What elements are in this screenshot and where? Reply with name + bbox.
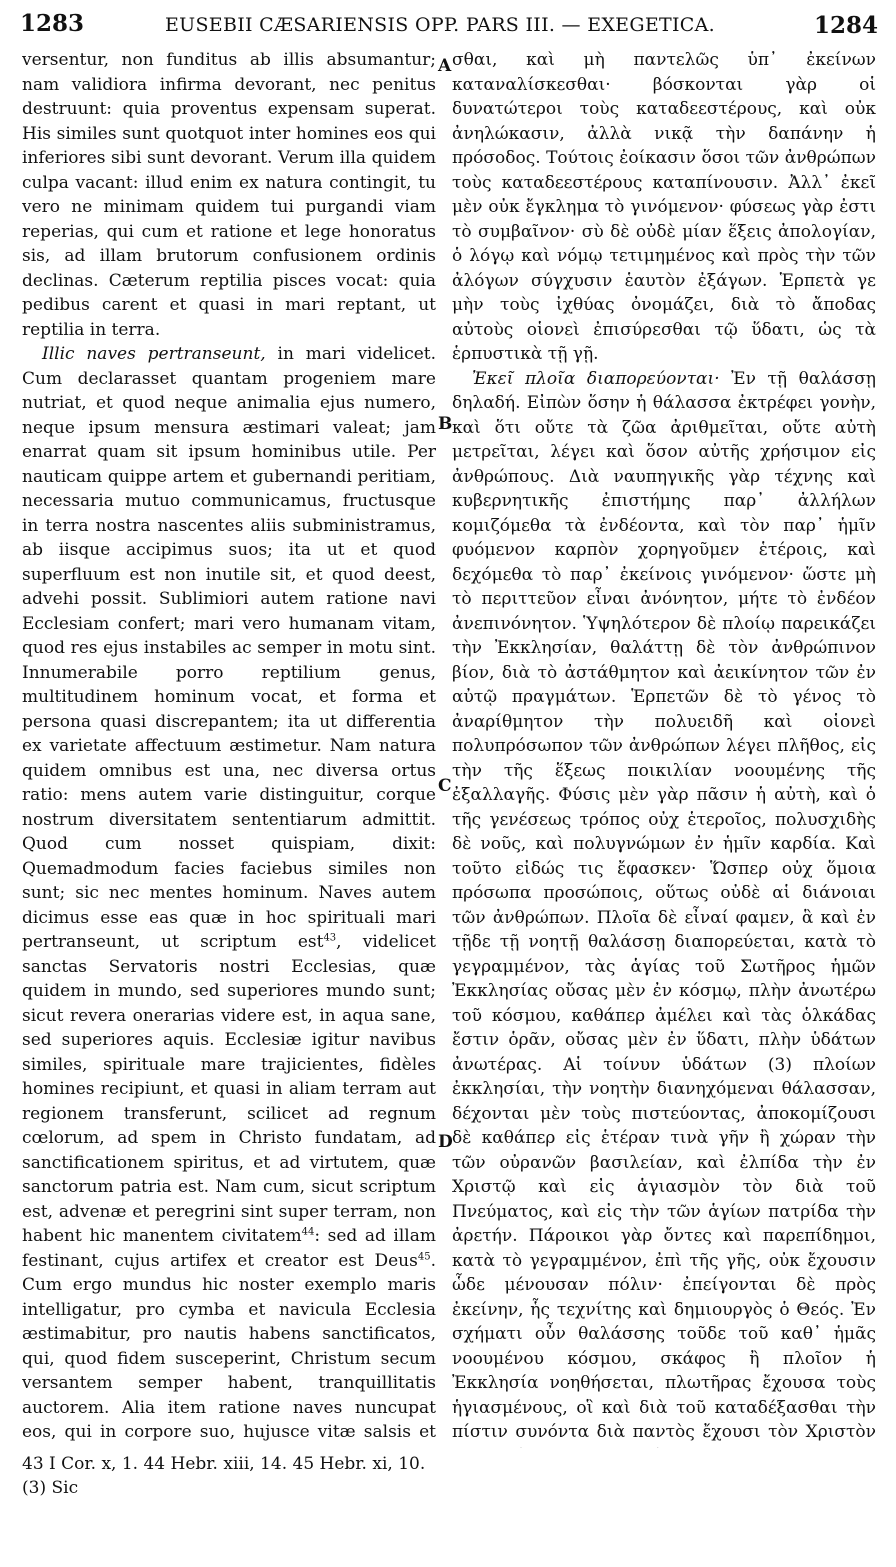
page-number-left: 1283 [20, 10, 85, 37]
footnote-ref-44: 44 [301, 1226, 315, 1238]
latin-text-a: in mari videlicet. Cum declarasset quantam progeniem mare nutriat, et quod neque animalia ejus numero, neque ipsum mensura æstimari valeat; jam enarrat quam sit ipsum hominibus utile. Per nauticam quippe artem et gubernandi peritiam, necessaria mutuo communicamus, fructusque in terra nostra nascentes aliis subministramus, ab iisque accipimus suos; ita ut et quod superfluum est non inutile sit, et quod deest, advehi possit. Sublimiori autem ratione navi Ecclesiam confert; mari vero humanam vitam, quod res ejus instabiles ac semper in motu sint. Innumerabile porro reptilium genus, multitudinem hominum vocat, et forma et persona quasi discrepantem; ita ut differentia ex varietate affectuum æstimetur. Nam natura quidem omnibus est una, nec diversa ortus ratio: mens autem varie distinguitur, corque nostrum diversitatem sententiarum admittit. Quod cum nosset quispiam, dixit: Quemadmodum facies faciebus similes non sunt; sic nec mentes hominum. Naves autem dicimus esse eas quæ in hoc spirituali mari pertranseunt, ut scriptum est [22, 344, 436, 952]
running-title: EUSEBII CÆSARIENSIS OPP. PARS III. — EXEGETICA. [165, 14, 715, 36]
greek-lemma: Ἐκεῖ πλοῖα διαπορεύονται· [472, 368, 720, 389]
latin-text-b: , videlicet sanctas Servatoris nostri Ecclesias, quæ quidem in mundo, sed superiores mundo sunt; sicut revera onerarias videre est, in aqua sane, sed superiores aquis. Ecclesiæ igitur navibus similes, spirituale mare trajicientes, fidèles homines recipiunt, et quasi in aliam terram aut regionem transferunt, scilicet ad regnum cœlorum, ad spem in Christo fundatam, ad sanctificationem spiritus, et ad virtutem, quæ sanctorum patria est. Nam cum, sicut scriptum est, advenæ et peregrini sint super terram, non habent hic manentem civitatem [22, 932, 436, 1246]
footnotes [22, 1452, 622, 1500]
footnote-ref-43: 43 [323, 932, 337, 944]
greek-text: Ἐν τῇ θαλάσσῃ δηλαδή. Εἰπὼν ὅσην ἡ θάλασσα ἐκτρέφει γονὴν, καὶ ὅτι οὔτε τὰ ζῶα ἀριθμεῖται, οὔτε αὐτὴ μετρεῖται, λέγει καὶ ὅσον αὐτῆς χρήσιμον εἰς ἀνθρώπους. Διὰ ναυπηγικῆς γὰρ τέχνης καὶ κυβερνητικῆς ἐπιστήμης παρ᾽ ἀλλήλων κομιζόμεθα τὰ ἐνδέοντα, καὶ τὸν παρ᾽ ἡμῖν φυόμενον καρπὸν χορηγοῦμεν ἑτέροις, καὶ δεχόμεθα τὸ παρ᾽ ἐκείνοις γινόμενον· ὥστε μὴ τὸ περιττεῦον εἶναι ἀνόνητον, μήτε τὸ ἐνδέον ἀνεπινόνητον. Ὑψηλότερον δὲ πλοίῳ παρεικάζει τὴν Ἐκκλησίαν, θαλάττῃ δὲ τὸν ἀνθρώπινον βίον, διὰ τὸ ἀστάθμητον καὶ ἀεικίνητον τῶν ἐν αὐτῷ πραγμάτων. Ἑρπετῶν δὲ τὸ γένος τὸ ἀναρίθμητον τὴν πολυειδῆ καὶ οἱονεὶ πολυπρόσωπον τῶν ἀνθρώπων λέγει πλῆθος, εἰς τὴν τῆς ἕξεως ποικιλίαν νοουμένης τῆς ἐξαλλαγῆς. Φύσις μὲν γὰρ πᾶσιν ἡ αὐτὴ, καὶ ὁ τῆς γενέσεως τρόπος οὐχ ἑτεροῖος, πολυσχιδὴς δὲ νοῦς, καὶ πολυγνώμων ἐν ἡμῖν καρδία. Καὶ τοῦτο εἰδώς τις ἔφασκεν· Ὥσπερ οὐχ ὅμοια πρόσωπα προσώποις, οὕτως οὐδὲ αἱ διάνοιαι τῶν ἀνθρώπων. Πλοῖα δὲ εἶναί φαμεν, ἃ καὶ ἐν τῇδε τῇ νοητῇ θαλάσσῃ διαπορεύεται, κατὰ τὸ γεγραμμένον, τὰς ἁγίας τοῦ Σωτῆρος ἡμῶν Ἐκκλησίας οὔσας μὲν ἐν κόσμῳ, πλὴν ἀνωτέρω τοῦ κόσμου, καθάπερ ἀμέλει καὶ τὰς ὁλκάδας ἔστιν ὁρᾶν, οὔσας μὲν ἐν ὕδατι, πλὴν ὑδάτων ἀνωτέρας. Αἱ τοίνυν ὑδάτων (3) πλοίων ἐκκλησίαι, τὴν νοητὴν διανηχόμεναι θάλασσαν, δέχονται μὲν τοὺς πιστεύοντας, ἀποκομίζουσι δὲ καθάπερ εἰς ἑτέραν τινὰ γῆν ἢ χώραν τὴν τῶν οὐρανῶν βασιλείαν, καὶ ἐλπίδα τὴν ἐν Χριστῷ καὶ εἰς ἁγιασμὸν τὸν διὰ τοῦ Πνεύματος, καὶ εἰς τὴν τῶν ἁγίων πατρίδα τὴν ἀρετήν. Πάροικοι γὰρ ὄντες καὶ παρεπίδημοι, κατὰ τὸ γεγραμμένον, ἐπὶ τῆς γῆς, οὐκ ἔχουσιν ὧδε μένουσαν πόλιν· ἐπείγονται δὲ πρὸς ἐκείνην, ἧς τεχνίτης καὶ δημιουργὸς ὁ Θεός. Ἐν σχήματι οὖν θαλάσσης τοῦδε τοῦ καθ᾽ ἡμᾶς νοουμένου κόσμου, σκάφος ἢ πλοῖον ἡ Ἐκκλησία νοηθήσεται, πλωτῆρας ἔχουσα τοὺς ἡγιασμένους, οἳ καὶ διὰ τοῦ καταδέξασθαι τὴν πίστιν συνόντα διὰ παντὸς ἔχουσι τὸν Χριστὸν [452, 368, 876, 1442]
section-marker-a: A [438, 56, 452, 76]
greek-paragraph-1: σθαι, καὶ μὴ παντελῶς ὑπ᾽ ἐκείνων καταναλίσκεσθαι· βόσκονται γὰρ οἱ δυνατώτεροι τοὺς καταδεεστέρους, καὶ οὐκ ἀνηλώκασιν, ἀλλὰ νικᾷ τὴν δαπάνην ἡ πρόσοδος. Τούτοις ἐοίκασιν ὅσοι τῶν ἀνθρώπων τοὺς καταδεεστέρους καταπίνουσιν. Ἀλλ᾽ ἐκεῖ μὲν οὐκ ἔγκλημα τὸ γινόμενον· φύσεως γὰρ ἐστι τὸ συμβαῖνον· σὺ δὲ οὐδὲ μίαν ἕξεις ἀπολογίαν, ὁ λόγῳ καὶ νόμῳ τετιμημένος καὶ πρὸς τὴν τῶν ἀλόγων σύγχυσιν ἑαυτὸν ἐξάγων. Ἑρπετὰ γε μὴν τοὺς ἰχθύας ὀνομάζει, διὰ τὸ ἄποδας αὐτοὺς οἱονεὶ ἐπισύρεσθαι τῷ ὕδατι, ὡς τὰ ἑρπυστικὰ τῇ γῇ. [452, 50, 876, 364]
latin-text-d: . Cum ergo mundus hic noster exemplo maris intelligatur, pro cymba et navicula Ecclesia æstimabitur, pro nautis habens sanctificatos, qui, quod fidem susceperint, Christum secum versantem semper habent, tranquillitatis auctorem. Alia item ratione naves nuncupat eos, qui in corpore suo, hujusce vitæ salsis et [22, 1250, 436, 1442]
latin-paragraph-2 [22, 342, 436, 1448]
greek-paragraph-2 [452, 367, 876, 1449]
latin-column [22, 48, 436, 1448]
latin-lemma: Illic naves pertranseunt, [42, 344, 266, 364]
latin-paragraph-1: versentur, non funditus ab illis absumantur; nam validiora infirma devorant, nec penitus destruunt: quia proventus expensam superat. His similes sunt quotquot inter homines eos qui inferiores sibi sunt devorant. Verum illa quidem culpa vacant: illud enim ex natura contingit, tu vero ne minimam quidem tui purgandi viam reperias, qui cum et ratione et lege honoratus sis, ad illam brutorum confusionem ordinis declinas. Cæterum reptilia pisces vocat: quia pedibus carent et quasi in mari reptant, ut reptilia in terra. [22, 50, 436, 340]
section-marker-d: D [438, 1132, 453, 1152]
footnote-line-1: 43 I Cor. x, 1. 44 Hebr. xiii, 14. 45 Hebr. xi, 10. [22, 1454, 426, 1474]
page-number-right: 1284 [813, 12, 878, 39]
footnote-line-2: (3) Sic [22, 1478, 79, 1498]
footnote-ref-45: 45 [417, 1250, 431, 1262]
latin-text-c: : sed ad illam festinant, cujus artifex et creator est Deus [22, 1226, 436, 1271]
running-header [0, 0, 896, 52]
greek-column [452, 48, 876, 1448]
section-marker-b: B [438, 414, 453, 434]
section-marker-c: C [438, 776, 452, 796]
